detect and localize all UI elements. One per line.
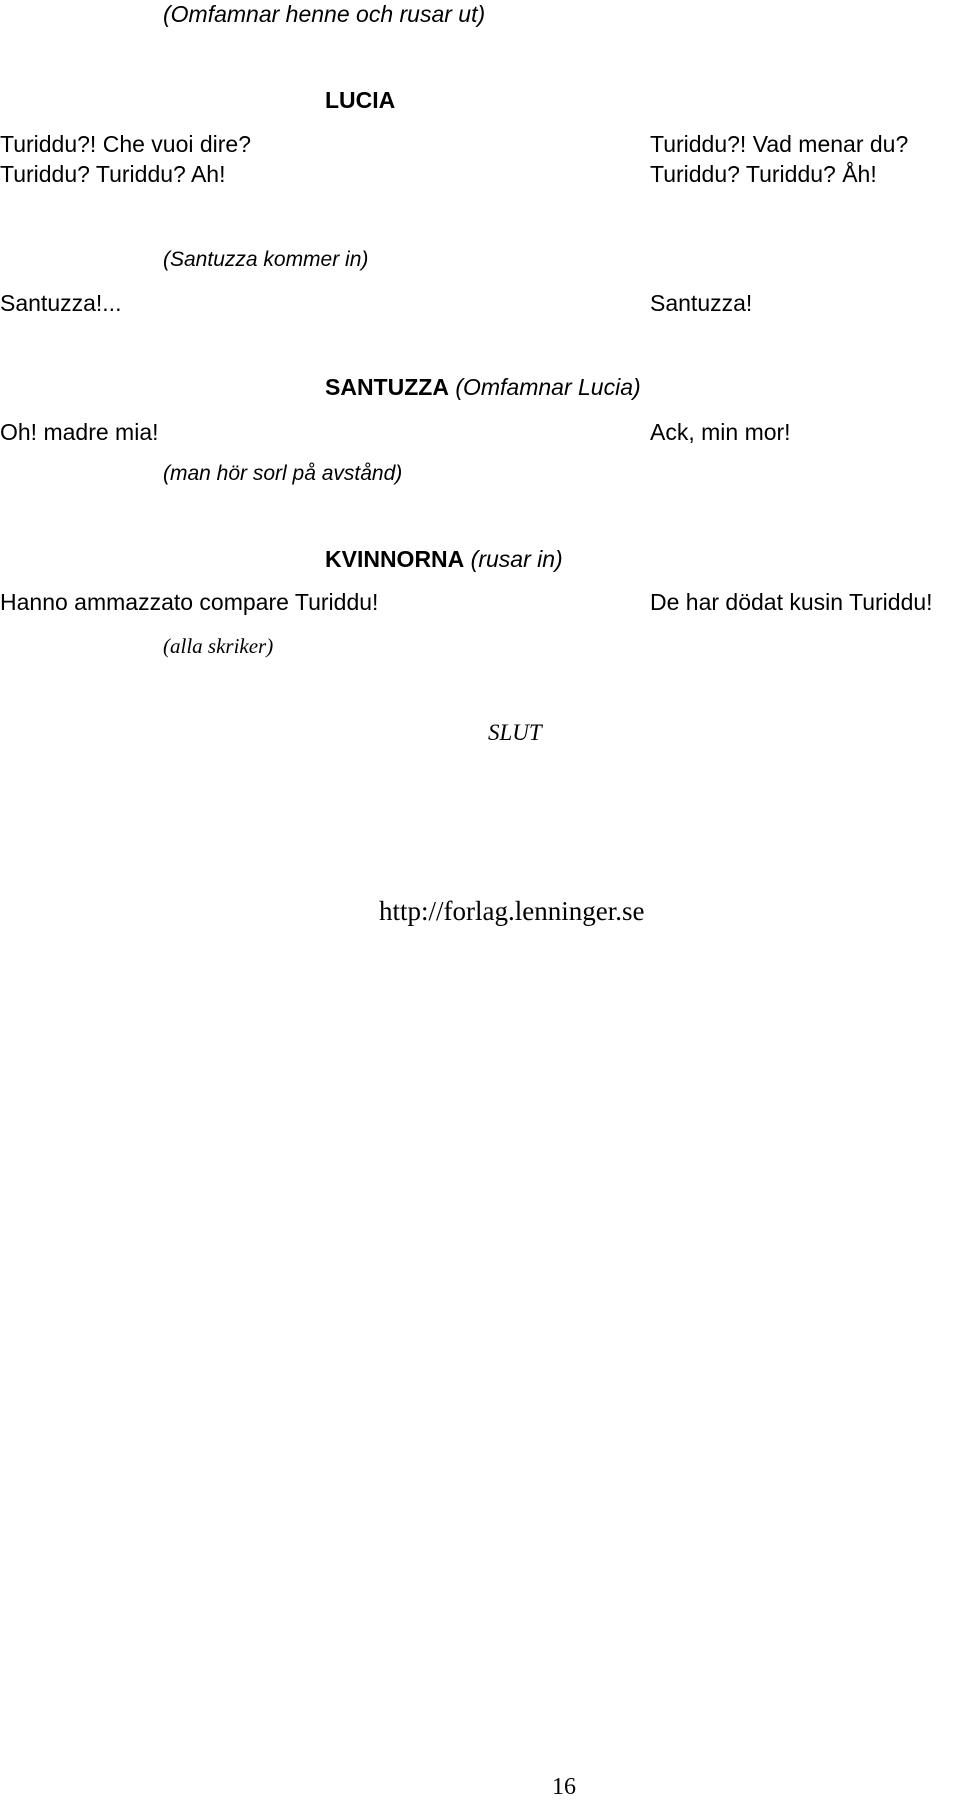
lucia-italian-line-1: Turiddu?! Che vuoi dire?: [0, 131, 252, 157]
speaker-kvinnorna: KVINNORNA: [325, 546, 465, 572]
santuzza-italian-line: Oh! madre mia!: [0, 419, 159, 445]
end-text: SLUT: [488, 720, 542, 745]
stage-direction-santuzza-enters: (Santuzza kommer in): [163, 248, 369, 271]
speaker-lucia: LUCIA: [325, 87, 396, 113]
kvinnorna-speaker-direction: (rusar in): [470, 546, 563, 572]
speaker-heading-kvinnorna: [325, 548, 563, 571]
stage-direction-murmur: (man hör sorl på avstånd): [163, 462, 403, 485]
santuzza-swedish-line: Ack, min mor!: [650, 419, 791, 445]
lucia-italian-line-2: Turiddu? Turiddu? Ah!: [0, 161, 226, 187]
lucia-swedish-line-3: Santuzza!: [650, 290, 753, 316]
website-link[interactable]: http://forlag.lenninger.se: [379, 896, 645, 926]
speaker-santuzza: SANTUZZA: [325, 374, 449, 400]
stage-direction-screaming: (alla skriker): [163, 634, 274, 658]
speaker-heading-santuzza: [325, 376, 641, 399]
lucia-italian-line-3: Santuzza!...: [0, 290, 122, 316]
kvinnorna-italian-line: Hanno ammazzato compare Turiddu!: [0, 589, 379, 615]
santuzza-speaker-direction: (Omfamnar Lucia): [455, 374, 641, 400]
lucia-swedish-line-2: Turiddu? Turiddu? Åh!: [650, 161, 877, 187]
stage-direction-exit: (Omfamnar henne och rusar ut): [163, 1, 486, 27]
lucia-swedish-line-1: Turiddu?! Vad menar du?: [650, 131, 909, 157]
page-number: 16: [552, 1774, 576, 1800]
kvinnorna-swedish-line: De har dödat kusin Turiddu!: [650, 589, 933, 615]
